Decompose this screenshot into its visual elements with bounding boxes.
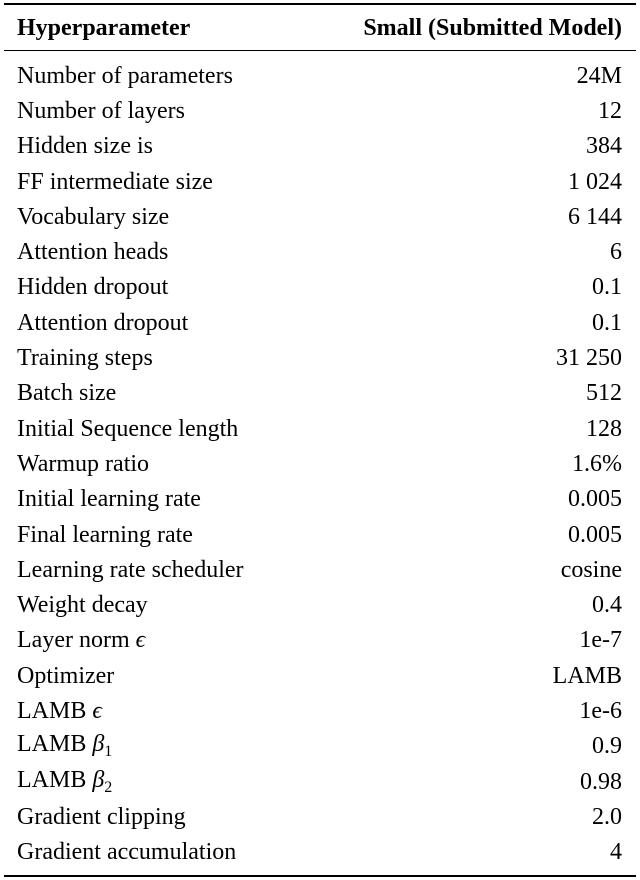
- table-row: [17, 658, 622, 693]
- param-value: 512: [586, 380, 622, 407]
- param-value: cosine: [560, 556, 622, 583]
- param-value: 1e-6: [579, 697, 622, 724]
- param-value: 0.005: [568, 521, 622, 548]
- param-label: LAMB: [17, 697, 87, 724]
- param-value: 0.4: [592, 592, 622, 619]
- table-row: [17, 482, 622, 517]
- table-row: [17, 693, 622, 728]
- table-row: [17, 234, 622, 269]
- param-name: [17, 170, 213, 194]
- table-row: [17, 270, 622, 305]
- table-row: [17, 623, 622, 658]
- param-label: Warmup ratio: [17, 450, 150, 477]
- param-value: 0.005: [568, 486, 622, 513]
- param-label: Gradient accumulation: [17, 839, 237, 866]
- param-name: [17, 64, 233, 88]
- table-header-row: [17, 6, 622, 50]
- table-row: [17, 58, 622, 93]
- table-row: [17, 729, 622, 764]
- param-name: [17, 732, 112, 760]
- param-label: Hidden size is: [17, 133, 153, 160]
- param-value: 128: [586, 415, 622, 442]
- param-value: 0.98: [580, 768, 622, 795]
- param-name: [17, 664, 114, 688]
- param-name: [17, 628, 145, 652]
- param-label: Number of parameters: [17, 62, 233, 89]
- table-row: [17, 587, 622, 622]
- math-subscript: 1: [104, 743, 113, 761]
- param-value: 384: [586, 133, 622, 160]
- param-label: Learning rate scheduler: [17, 556, 244, 583]
- table-row: [17, 764, 622, 799]
- param-label: Attention heads: [17, 239, 169, 266]
- param-label: LAMB: [17, 731, 87, 758]
- param-value: 0.1: [592, 309, 622, 336]
- param-value: 31 250: [556, 345, 622, 372]
- table-row: [17, 799, 622, 834]
- param-label: Training steps: [17, 345, 153, 372]
- table-bottom-rule: [4, 875, 636, 877]
- table-row: [17, 517, 622, 552]
- param-name: [17, 558, 244, 582]
- param-value: 6 144: [568, 203, 622, 230]
- param-value: 4: [610, 839, 622, 866]
- table-row: [17, 199, 622, 234]
- param-name: [17, 593, 148, 617]
- param-name: [17, 311, 188, 335]
- table-row: [17, 835, 622, 870]
- table-row: [17, 129, 622, 164]
- math-symbol: β: [92, 766, 105, 793]
- param-name: [17, 487, 201, 511]
- table-row: [17, 164, 622, 199]
- param-value: 0.9: [592, 733, 622, 760]
- param-value: 1 024: [568, 168, 622, 195]
- param-value: 6: [610, 239, 622, 266]
- param-label: Number of layers: [17, 97, 185, 124]
- param-label: Hidden dropout: [17, 274, 169, 301]
- table-row: [17, 305, 622, 340]
- param-name: [17, 381, 116, 405]
- param-label: Attention dropout: [17, 309, 189, 336]
- table-row: [17, 93, 622, 128]
- param-label: Layer norm: [17, 627, 130, 654]
- param-value: 0.1: [592, 274, 622, 301]
- param-value: 2.0: [592, 803, 622, 830]
- param-name: [17, 134, 153, 158]
- param-name: [17, 699, 102, 723]
- table-body: [17, 58, 622, 870]
- header-hyperparameter: Hyperparameter: [17, 14, 191, 41]
- param-name: [17, 840, 236, 864]
- param-name: [17, 240, 168, 264]
- param-name: [17, 523, 193, 547]
- param-name: [17, 417, 238, 441]
- math-symbol: ϵ: [135, 627, 146, 654]
- table-row: [17, 411, 622, 446]
- param-name: [17, 275, 168, 299]
- param-label: Weight decay: [17, 592, 148, 619]
- math-subscript: 2: [104, 778, 113, 796]
- param-value: 24M: [576, 62, 622, 89]
- param-name: [17, 768, 112, 796]
- param-value: 1.6%: [572, 450, 622, 477]
- param-label: Optimizer: [17, 662, 115, 689]
- math-symbol: β: [92, 731, 105, 758]
- table-top-rule: [4, 3, 636, 5]
- table-row: [17, 340, 622, 375]
- table-row: [17, 376, 622, 411]
- param-value: 12: [598, 97, 622, 124]
- param-value: 1e-7: [579, 627, 622, 654]
- param-label: Initial learning rate: [17, 486, 201, 513]
- param-name: [17, 205, 169, 229]
- math-symbol: ϵ: [92, 697, 103, 724]
- param-label: Vocabulary size: [17, 203, 170, 230]
- param-name: [17, 805, 186, 829]
- table-row: [17, 446, 622, 481]
- param-value: LAMB: [552, 662, 622, 689]
- table-header-rule: [4, 50, 636, 51]
- table-row: [17, 552, 622, 587]
- param-label: Gradient clipping: [17, 803, 186, 830]
- param-label: Final learning rate: [17, 521, 193, 548]
- param-name: [17, 346, 153, 370]
- param-name: [17, 99, 185, 123]
- param-label: LAMB: [17, 766, 87, 793]
- header-small-model: Small (Submitted Model): [363, 14, 622, 41]
- param-name: [17, 452, 149, 476]
- param-label: Batch size: [17, 380, 117, 407]
- param-label: Initial Sequence length: [17, 415, 239, 442]
- param-label: FF intermediate size: [17, 168, 213, 195]
